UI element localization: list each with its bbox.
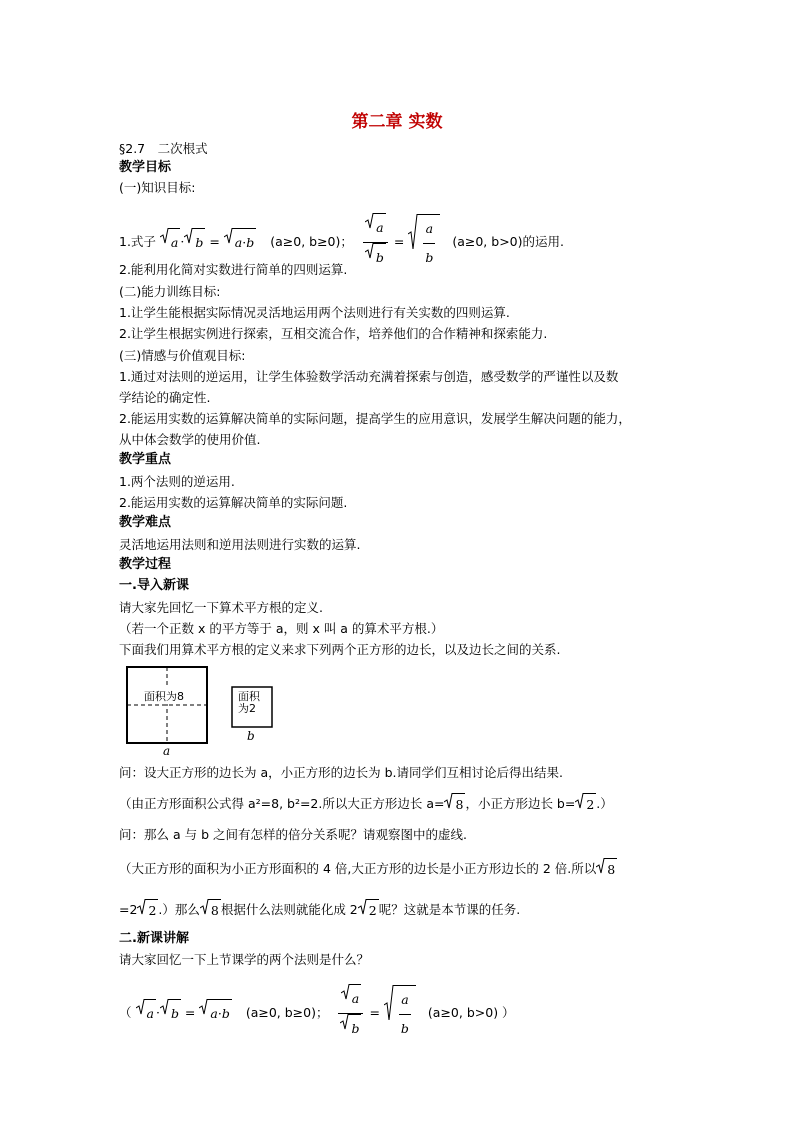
intro-line-1: 请大家先回忆一下算术平方根的定义.	[119, 600, 323, 615]
small-square-side-label: b	[247, 729, 255, 743]
product-rule-formula-2: a · b = a·b	[136, 1005, 236, 1020]
section-heading: §2.7 二次根式	[119, 141, 208, 156]
ability-heading: (二)能力训练目标:	[119, 284, 221, 299]
ability-item-1: 1.让学生能根据实际情况灵活地运用两个法则进行有关实数的四则运算.	[119, 305, 510, 320]
answer-2-line-2-suffix: 呢？这就是本节课的任务.	[378, 902, 521, 917]
answer-1-prefix: （由正方形面积公式得 a²=8, b²=2.所以大正方形边长 a=	[119, 796, 445, 811]
quotient-rule-left-2: $\frac{a}{b}$	[338, 984, 363, 1043]
key-point-1: 1.两个法则的逆运用.	[119, 474, 235, 489]
key-points-heading: 教学重点	[119, 452, 172, 467]
question-1: 问：设大正方形的边长为 a，小正方形的边长为 b.请同学们互相讨论后得出结果.	[119, 765, 563, 780]
large-square-area-label: 面积为8	[144, 690, 184, 703]
new-lesson-line-1: 请大家回忆一下上节课学的两个法则是什么？	[119, 952, 370, 967]
intro-line-2: （若一个正数 x 的平方等于 a，则 x 叫 a 的算术平方根.）	[119, 621, 444, 636]
answer-2-line-2-mid-2: 根据什么法则就能化成 2	[220, 902, 358, 917]
rules-recall-line: （ a · b = a·b (a≥0, b≥0)； $\frac{a}{b}$ = $\frac{a}{b}$ (a≥0, b>0) ）	[119, 984, 515, 1043]
quotient-rule-condition: (a≥0, b>0)的运用.	[452, 234, 564, 249]
sqrt-2-c: 2	[137, 899, 158, 922]
intro-line-3: 下面我们用算术平方根的定义来求下列两个正方形的边长，以及边长之间的关系.	[119, 642, 561, 657]
sqrt-8-a: 8	[444, 793, 465, 816]
answer-2-line-2	[119, 899, 520, 922]
knowledge-item-1-prefix: 1.式子	[119, 234, 156, 249]
product-rule-condition-2: (a≥0, b≥0)；	[245, 1005, 329, 1020]
answer-2-line-1	[119, 858, 617, 881]
key-point-2: 2.能运用实数的运算解决简单的实际问题.	[119, 495, 348, 510]
intro-heading: 一.导入新课	[119, 578, 189, 593]
small-square-figure	[231, 686, 273, 728]
sqrt-2-b: 2	[575, 793, 596, 816]
chapter-title: 第二章 实数	[351, 112, 443, 132]
emotion-heading: (三)情感与价值观目标:	[119, 348, 246, 363]
small-square-area-label-line-1: 面积	[238, 690, 260, 703]
answer-1	[119, 793, 613, 816]
answer-2-line-2-prefix: =2	[119, 902, 138, 917]
quotient-rule-right-2: $\frac{a}{b}$	[384, 985, 416, 1043]
emotion-item-1-line-1: 1.通过对法则的逆运用，让学生体验数学活动充满着探索与创造，感受数学的严谨性以及数	[119, 369, 619, 384]
emotion-item-2-line-1: 2.能运用实数的运算解决简单的实际问题，提高学生的应用意识，发展学生解决问题的能力，	[119, 411, 631, 426]
question-2: 问：那么 a 与 b 之间有怎样的倍分关系呢？请观察图中的虚线.	[119, 827, 467, 842]
emotion-item-1-line-2: 学结论的确定性.	[119, 390, 211, 405]
objectives-heading: 教学目标	[119, 160, 172, 175]
sqrt-2-d: 2	[358, 899, 379, 922]
quotient-rule-right: $\frac{a}{b}$	[408, 214, 440, 272]
emotion-item-2-line-2: 从中体会数学的使用价值.	[119, 432, 261, 447]
answer-2-line-2-mid-1: .）那么	[158, 902, 200, 917]
knowledge-item-1: 1.式子 a · b = a·b (a≥0, b≥0)； $\frac{a}{b}$ = $\frac{a}{b}$ (a≥0, b>0)的运用.	[119, 213, 564, 272]
new-lesson-heading: 二.新课讲解	[119, 931, 189, 946]
product-rule-formula: a · b = a·b	[160, 234, 260, 249]
large-square-figure	[126, 666, 208, 744]
difficulty-text: 灵活地运用法则和逆用法则进行实数的运算.	[119, 537, 361, 552]
small-square-area-label-line-2: 为2	[238, 702, 256, 715]
answer-1-suffix: .）	[596, 796, 613, 811]
large-square-side-label: a	[163, 744, 171, 758]
product-rule-condition: (a≥0, b≥0)；	[270, 234, 353, 249]
small-square-area-label	[238, 691, 260, 715]
quotient-rule-condition-2: (a≥0, b>0) ）	[427, 1005, 515, 1020]
sqrt-8-c: 8	[596, 858, 617, 881]
ability-item-2: 2.让学生根据实例进行探索，互相交流合作，培养他们的合作精神和探索能力.	[119, 326, 548, 341]
rules-recall-open: （	[119, 1005, 132, 1020]
answer-2-prefix: （大正方形的面积为小正方形面积的 4 倍,大正方形的边长是小正方形边长的 2 倍.所以	[119, 861, 597, 876]
large-square-drawing	[126, 666, 208, 744]
process-heading: 教学过程	[119, 557, 172, 572]
answer-1-mid: ，小正方形边长 b=	[465, 796, 576, 811]
knowledge-item-2: 2.能利用化简对实数进行简单的四则运算.	[119, 262, 348, 277]
knowledge-heading: (一)知识目标:	[119, 180, 196, 195]
quotient-rule-left: $\frac{a}{b}$	[363, 213, 388, 272]
difficulty-heading: 教学难点	[119, 515, 172, 530]
sqrt-8-d: 8	[200, 899, 221, 922]
